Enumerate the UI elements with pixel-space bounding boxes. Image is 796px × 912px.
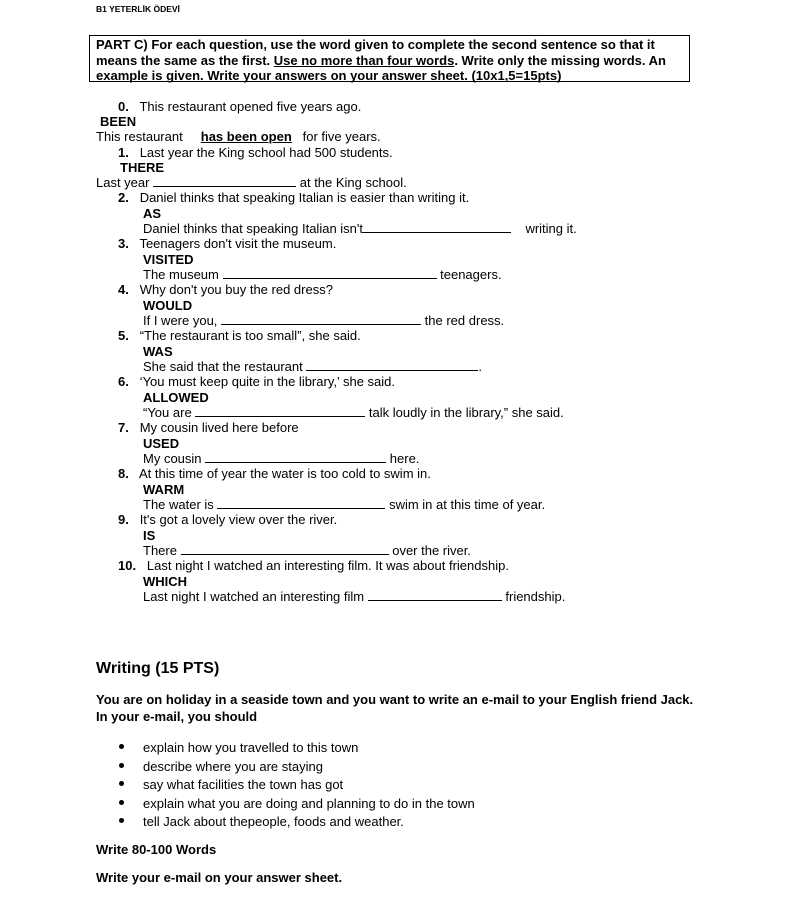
question-4 — [118, 282, 333, 297]
rewrite-post: here. — [389, 451, 420, 466]
question-1 — [118, 145, 393, 160]
list-item — [96, 814, 475, 833]
list-item — [96, 740, 475, 759]
question-9 — [118, 512, 337, 527]
question-5-rewrite — [143, 359, 482, 374]
rewrite-post: . — [478, 359, 482, 374]
answer-blank[interactable] — [181, 543, 389, 555]
question-sentence: “The restaurant is too small”, she said. — [139, 328, 361, 343]
question-number: 7. — [118, 420, 129, 435]
instructions-text-a: PART C) For each question, use the word given to complete the second sentence so that it means the same as the first. — [96, 37, 655, 68]
list-item — [96, 796, 475, 815]
instructions-text-b: . Write only the missing words. An example is given. Write your answers on your answer sheet. (10x1,5=15pts) — [96, 52, 666, 83]
writing-title: Writing (15 PTS) — [96, 660, 220, 677]
task-text: explain how you travelled to this town — [143, 740, 359, 755]
example-original: This restaurant opened five years ago. — [139, 99, 362, 114]
example-sentence — [118, 99, 361, 114]
question-4-keyword: WOULD — [143, 298, 193, 313]
rewrite-pre: If I were you, — [143, 313, 218, 328]
question-number: 1. — [118, 145, 129, 160]
rewrite-pre: My cousin — [143, 451, 202, 466]
answer-blank[interactable] — [153, 175, 296, 187]
question-1-keyword: THERE — [120, 160, 165, 175]
question-5-keyword: WAS — [143, 344, 173, 359]
question-sentence: ‘You must keep quite in the library,’ she said. — [139, 374, 396, 389]
question-2-keyword: AS — [143, 206, 162, 221]
question-sentence: My cousin lived here before — [139, 420, 299, 435]
word-count-note: Write 80-100 Words — [96, 842, 217, 857]
answer-blank[interactable] — [363, 221, 511, 233]
bullet-icon — [119, 763, 124, 768]
rewrite-post: the red dress. — [424, 313, 505, 328]
question-7-keyword: USED — [143, 436, 180, 451]
question-number: 5. — [118, 328, 129, 343]
task-text: tell Jack about thepeople, foods and weather. — [143, 814, 404, 829]
question-1-rewrite — [96, 175, 407, 190]
example-pre: This restaurant — [96, 129, 183, 144]
question-7-rewrite — [143, 451, 419, 466]
answer-sheet-note: Write your e-mail on your answer sheet. — [96, 870, 343, 885]
question-number: 9. — [118, 512, 129, 527]
question-sentence: Why don't you buy the red dress? — [139, 282, 333, 297]
question-2-rewrite — [143, 221, 577, 236]
answer-blank[interactable] — [205, 451, 386, 463]
question-sentence: Last night I watched an interesting film. It was about friendship. — [146, 558, 509, 573]
page-header: B1 YETERLİK ÖDEVİ — [96, 4, 180, 14]
question-4-rewrite — [143, 313, 504, 328]
question-8-rewrite — [143, 497, 545, 512]
question-sentence: It's got a lovely view over the river. — [139, 512, 338, 527]
rewrite-post: teenagers. — [440, 267, 502, 282]
question-number: 3. — [118, 236, 129, 251]
example-number: 0. — [118, 99, 129, 114]
rewrite-post: writing it. — [525, 221, 577, 236]
list-item — [96, 759, 475, 778]
answer-blank[interactable] — [223, 267, 437, 279]
question-sentence: Last year the King school had 500 students. — [139, 145, 393, 160]
task-list — [96, 740, 475, 833]
question-number: 2. — [118, 190, 129, 205]
example-rewrite — [96, 129, 381, 144]
rewrite-pre: She said that the restaurant — [143, 359, 303, 374]
question-number: 6. — [118, 374, 129, 389]
rewrite-post: talk loudly in the library,” she said. — [368, 405, 564, 420]
question-10-keyword: WHICH — [143, 574, 188, 589]
question-10 — [118, 558, 509, 573]
rewrite-post: at the King school. — [299, 175, 407, 190]
question-8-keyword: WARM — [143, 482, 185, 497]
rewrite-pre: “You are — [143, 405, 192, 420]
question-6 — [118, 374, 395, 389]
answer-blank[interactable] — [306, 359, 478, 371]
bullet-icon — [119, 800, 124, 805]
rewrite-pre: Last night I watched an interesting film — [143, 589, 365, 604]
rewrite-pre: Daniel thinks that speaking Italian isn't — [143, 221, 363, 236]
rewrite-post: friendship. — [505, 589, 566, 604]
part-c-instructions — [96, 37, 686, 84]
question-number: 4. — [118, 282, 129, 297]
rewrite-post: swim in at this time of year. — [389, 497, 546, 512]
question-2 — [118, 190, 469, 205]
task-text: say what facilities the town has got — [143, 777, 344, 792]
task-text: explain what you are doing and planning to do in the town — [143, 795, 475, 811]
answer-blank[interactable] — [221, 313, 421, 325]
question-5 — [118, 328, 361, 343]
question-sentence: At this time of year the water is too cold to swim in. — [138, 466, 431, 481]
question-sentence: Teenagers don't visit the museum. — [139, 236, 337, 251]
example-keyword: BEEN — [100, 114, 137, 129]
example-answer: has been open — [200, 129, 292, 144]
answer-blank[interactable] — [217, 497, 385, 509]
list-item — [96, 777, 475, 796]
bullet-icon — [119, 818, 124, 823]
question-9-rewrite — [143, 543, 471, 558]
question-sentence: Daniel thinks that speaking Italian is easier than writing it. — [139, 190, 470, 205]
rewrite-pre: The water is — [143, 497, 214, 512]
question-3-rewrite — [143, 267, 502, 282]
rewrite-pre: There — [143, 543, 177, 558]
question-number: 10. — [118, 558, 137, 573]
instructions-underlined: Use no more than four words — [273, 52, 455, 68]
question-3 — [118, 236, 336, 251]
question-8 — [118, 466, 431, 481]
rewrite-pre: The museum — [143, 267, 219, 282]
writing-prompt: You are on holiday in a seaside town and you want to write an e-mail to your English friend Jack. In your e-mail, you should — [96, 692, 694, 724]
rewrite-pre: Last year — [96, 175, 150, 190]
answer-blank[interactable] — [368, 589, 502, 601]
bullet-icon — [119, 744, 124, 749]
question-number: 8. — [118, 466, 129, 481]
question-10-rewrite — [143, 589, 565, 604]
question-6-rewrite — [143, 405, 564, 420]
bullet-icon — [119, 781, 124, 786]
question-9-keyword: IS — [143, 528, 156, 543]
rewrite-post: over the river. — [392, 543, 471, 558]
question-3-keyword: VISITED — [143, 252, 194, 267]
task-text: describe where you are staying — [143, 758, 323, 774]
example-post: for five years. — [302, 129, 381, 144]
question-7 — [118, 420, 299, 435]
question-6-keyword: ALLOWED — [143, 390, 209, 405]
answer-blank[interactable] — [195, 405, 365, 417]
